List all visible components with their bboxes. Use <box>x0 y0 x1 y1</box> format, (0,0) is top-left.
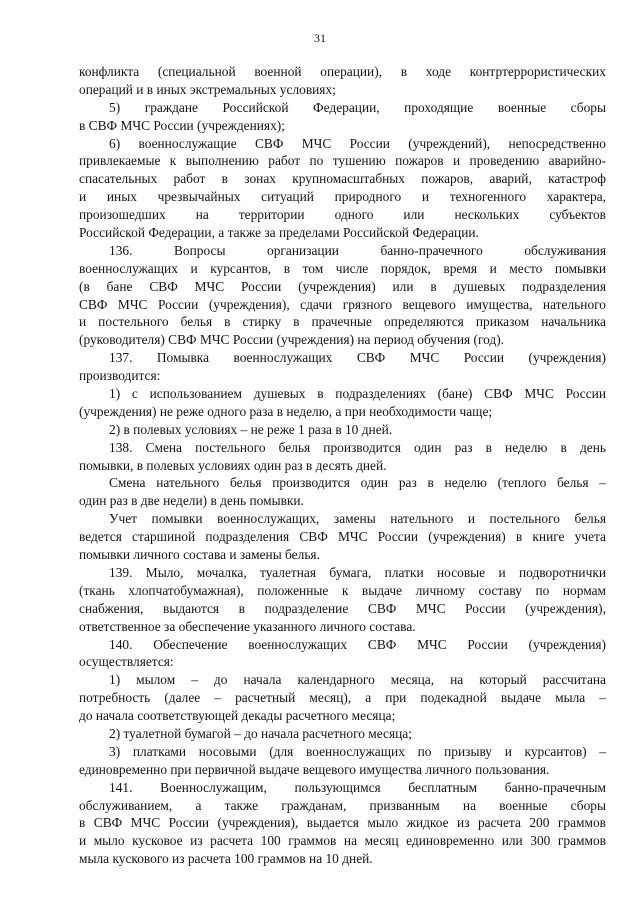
text-line: 139. Мыло, мочалка, туалетная бумага, платки носовые и подворотнички <box>109 564 606 580</box>
text-line: до начала соответствующей декады расчетного месяца; <box>79 708 396 724</box>
text-line: 136. Вопросы организации банно-прачечного обслуживания <box>109 242 606 258</box>
page-number: 31 <box>314 31 326 45</box>
text-line: спасательных работ в зонах крупномасштабных пожаров, аварий, катастроф <box>79 171 606 187</box>
text-line: Российской Федерации, а также за пределами Российской Федерации. <box>79 225 479 241</box>
text-line: (ткань хлопчатобумажная), положенные к выдаче личному составу по нормам <box>79 582 606 598</box>
text-line: военнослужащих и курсантов, в том числе порядок, время и место помывки <box>79 260 606 276</box>
text-line: в СВФ МЧС России (учреждениях); <box>79 117 285 133</box>
text-line: СВФ МЧС России (учреждения), сдачи грязного вещевого имущества, нательного <box>79 296 606 312</box>
text-line: в СВФ МЧС России (учреждения), выдается мыло жидкое из расчета 200 граммов <box>79 815 606 831</box>
text-line: (учреждения) не реже одного раза в неделю, а при необходимости чаще; <box>79 403 493 419</box>
text-line: Учет помывки военнослужащих, замены нательного и постельного белья <box>109 511 606 527</box>
text-line: 1) с использованием душевых в подразделениях (бане) СВФ МЧС России <box>109 386 606 402</box>
text-line: 5) граждане Российской Федерации, проходящие военные сборы <box>109 99 606 115</box>
text-line: Смена нательного белья производится один раз в неделю (теплого белья – <box>109 475 606 491</box>
text-line: и мыло кусковое из расчета 100 граммов на месяц единовременно или 300 граммов <box>79 833 606 849</box>
text-line: и иных чрезвычайных ситуаций природного и техногенного характера, <box>79 189 606 205</box>
text-line: операций и в иных экстремальных условиях; <box>79 81 336 97</box>
document-body <box>79 63 606 868</box>
text-line: помывки, в полевых условиях один раз в десять дней. <box>79 457 387 473</box>
text-line: мыла кускового из расчета 100 граммов на 10 дней. <box>79 851 373 867</box>
text-line: привлекаемые к выполнению работ по тушению пожаров и проведению аварийно- <box>79 153 606 169</box>
text-line: 3) платками носовыми (для военнослужащих по призыву и курсантов) – <box>109 743 606 759</box>
text-line: единовременно при первичной выдаче вещевого имущества личного пользования. <box>79 761 550 777</box>
text-line: 141. Военнослужащим, пользующимся бесплатным банно-прачечным <box>109 779 606 795</box>
text-line: конфликта (специальной военной операции), в ходе контртеррористических <box>79 64 606 79</box>
text-line: ведется старшиной подразделения СВФ МЧС России (учреждения) в книге учета <box>79 529 606 545</box>
text-line: 137. Помывка военнослужащих СВФ МЧС России (учреждения) <box>109 350 606 366</box>
text-line: (в бане СВФ МЧС России (учреждения) или в душевых подразделения <box>79 278 606 294</box>
text-line: и постельного белья в стирку в прачечные определяются приказом начальника <box>79 314 606 330</box>
text-line: помывки личного состава и замены белья. <box>79 547 320 563</box>
text-line: 138. Смена постельного белья производится один раз в неделю в день <box>109 439 606 455</box>
text-line: 2) в полевых условиях – не реже 1 раза в 10 дней. <box>109 421 393 437</box>
text-line: осуществляется: <box>79 654 174 670</box>
text-line: ответственное за обеспечение указанного личного состава. <box>79 618 416 634</box>
text-line: 1) мылом – до начала календарного месяца, на который рассчитана <box>109 672 606 688</box>
text-line: (руководителя) СВФ МЧС России (учреждения) на период обучения (год). <box>79 332 505 348</box>
text-line: потребность (далее – расчетный месяц), а при подекадной выдаче мыла – <box>79 690 606 706</box>
text-line: обслуживанием, а также гражданам, призванным на военные сборы <box>79 797 606 813</box>
text-line: 6) военнослужащие СВФ МЧС России (учреждений), непосредственно <box>109 135 606 151</box>
text-line: произошедших на территории одного или нескольких субъектов <box>79 207 606 223</box>
text-line: один раз в две недели) в день помывки. <box>79 493 304 509</box>
text-line: 2) туалетной бумагой – до начала расчетного месяца; <box>109 725 412 741</box>
text-line: снабжения, выдаются в подразделение СВФ МЧС России (учреждения), <box>79 600 606 616</box>
text-line: производится: <box>79 368 161 384</box>
text-line: 140. Обеспечение военнослужащих СВФ МЧС России (учреждения) <box>109 636 606 652</box>
